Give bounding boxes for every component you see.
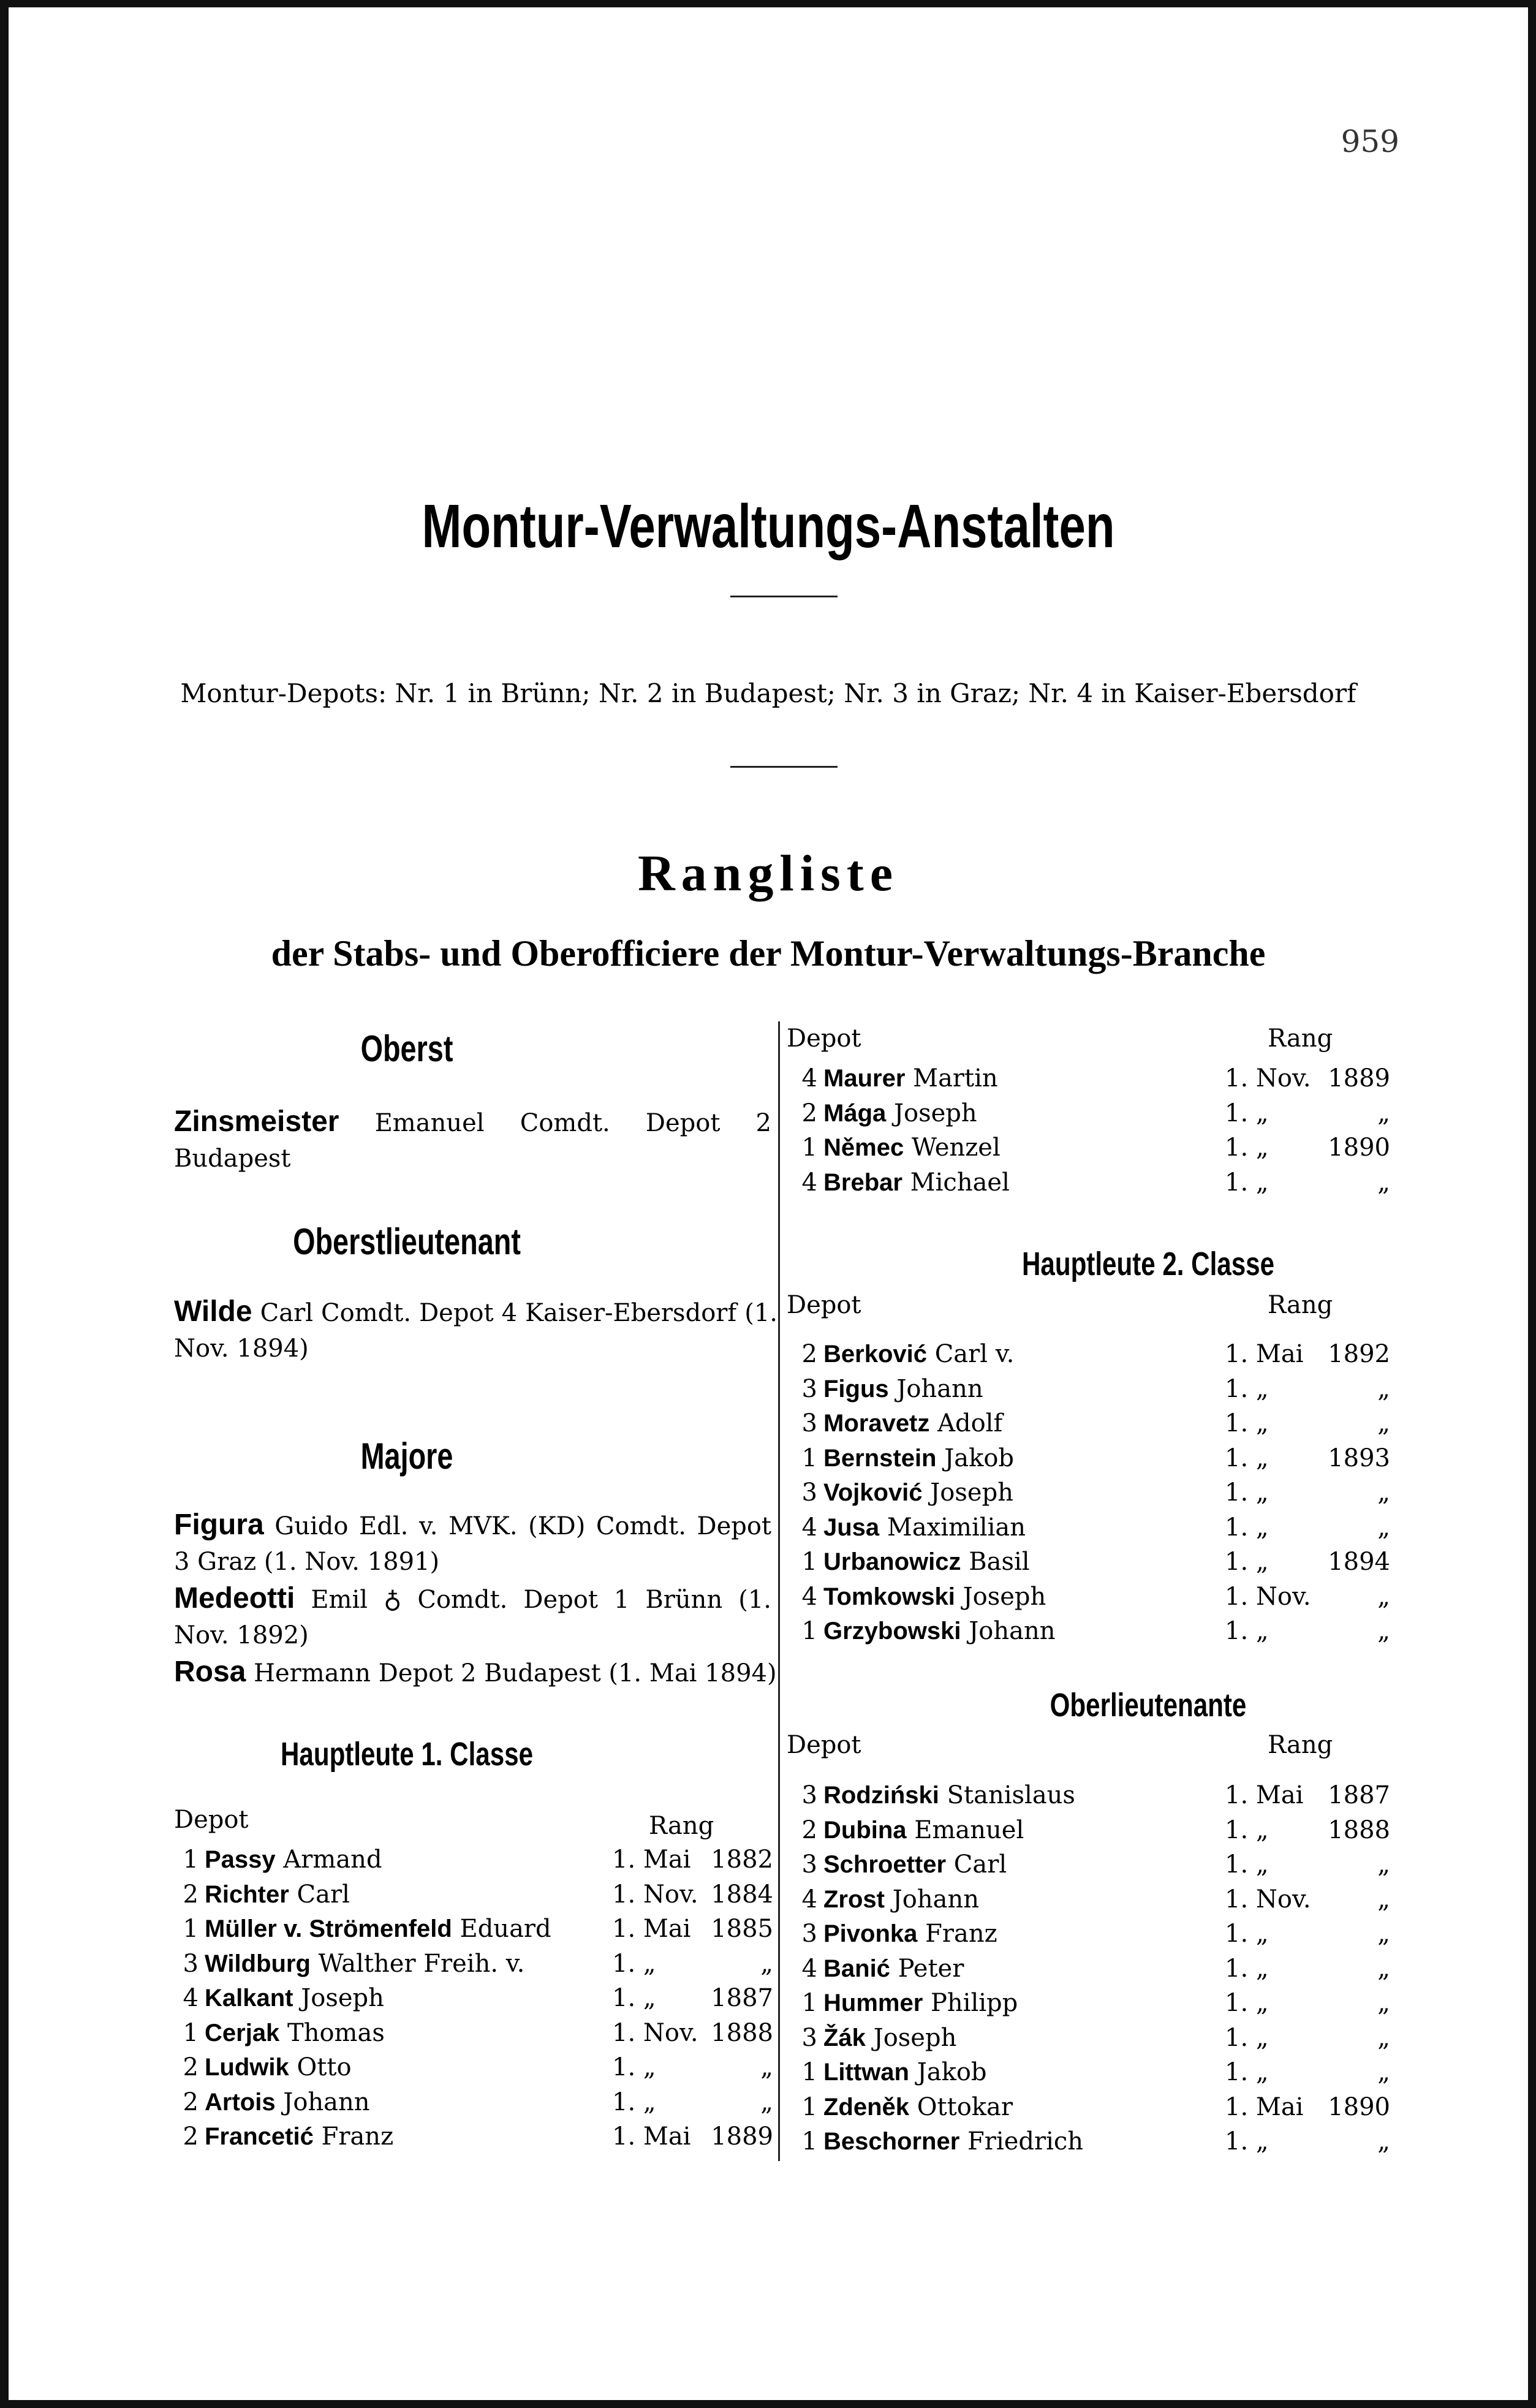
officer-name <box>823 1061 998 1096</box>
rank-date: 1. „ <box>1225 1548 1269 1576</box>
depots-line: Montur-Depots: Nr. 1 in Brünn; Nr. 2 in Budapest; Nr. 3 in Graz; Nr. 4 in Kaiser-Ebersdorf <box>180 678 1356 708</box>
column-header-depot: Depot <box>174 1806 249 1834</box>
rank-year: „ <box>760 2053 773 2081</box>
entry-surname: Zinsmeister <box>174 1105 339 1138</box>
officer-surname: Grzybowski <box>823 1618 961 1645</box>
rank-year: „ <box>1377 1989 1390 2017</box>
major-entry <box>174 1654 777 1691</box>
officer-given-name: Philipp <box>930 1989 1018 2017</box>
depot-number: 2 <box>183 2053 199 2081</box>
page-title: Montur-Verwaltungs-Anstalten <box>422 492 1115 561</box>
officer-name <box>205 2016 385 2050</box>
officer-given-name: Eduard <box>460 1915 551 1943</box>
depot-number: 3 <box>801 1920 817 1948</box>
rank-year: „ <box>1377 1850 1390 1879</box>
officer-given-name: Joseph <box>873 2023 957 2052</box>
officer-given-name: Johann <box>283 2088 370 2116</box>
officer-given-name: Maximilian <box>887 1513 1026 1542</box>
officer-given-name: Peter <box>898 1954 964 1983</box>
list-item <box>793 1917 1390 1951</box>
officer-given-name: Friedrich <box>967 2127 1084 2156</box>
officer-surname: Francetić <box>205 2123 314 2150</box>
officer-given-name: Basil <box>969 1548 1030 1576</box>
rank-date: 1. Mai <box>1225 1781 1304 1809</box>
officer-surname: Berković <box>823 1341 927 1368</box>
officer-given-name: Emanuel <box>914 1815 1024 1844</box>
column-header-depot: Depot <box>787 1731 861 1759</box>
list-item <box>793 1510 1390 1545</box>
rank-year: „ <box>1377 1885 1390 1914</box>
officer-name <box>823 2055 987 2089</box>
list-item <box>793 1096 1390 1130</box>
column-header-rang: Rang <box>649 1812 714 1840</box>
officer-given-name: Carl <box>953 1850 1007 1879</box>
officer-name <box>205 2085 370 2119</box>
rank-date: 1. Nov. <box>1225 1064 1311 1092</box>
rank-date: 1. „ <box>612 2053 656 2081</box>
rank-year: „ <box>1377 1478 1390 1507</box>
officer-surname: Mága <box>823 1099 887 1127</box>
officer-given-name: Carl v. <box>934 1340 1015 1368</box>
officer-given-name: Franz <box>925 1920 997 1948</box>
officer-surname: Maurer <box>823 1065 906 1092</box>
officer-given-name: Adolf <box>937 1409 1003 1437</box>
list-item <box>793 1580 1390 1614</box>
list-item <box>174 2050 773 2084</box>
officer-surname: Vojković <box>823 1479 923 1506</box>
rank-year: 1884 <box>711 1880 773 1909</box>
major-entry <box>174 1581 771 1653</box>
entry-text: Carl Comdt. Depot 4 Kaiser-Ebersdorf (1. Nov. 1894) <box>174 1299 777 1363</box>
officer-name <box>205 1947 524 1981</box>
depot-number: 1 <box>801 1444 817 1472</box>
officer-given-name: Johann <box>892 1885 979 1914</box>
officer-surname: Müller v. Strömenfeld <box>205 1915 452 1942</box>
officer-given-name: Martin <box>913 1064 998 1092</box>
list-item <box>793 1406 1390 1441</box>
depot-number: 2 <box>183 1880 199 1909</box>
rank-date: 1. „ <box>1225 1815 1269 1844</box>
depot-number: 2 <box>801 1815 817 1844</box>
depot-number: 1 <box>183 1915 199 1943</box>
rank-date: 1. „ <box>1225 1478 1269 1507</box>
rank-date: 1. „ <box>1225 1513 1269 1542</box>
officer-given-name: Joseph <box>930 1478 1013 1507</box>
divider <box>730 766 838 768</box>
officer-surname: Banić <box>823 1955 890 1982</box>
rank-date: 1. Nov. <box>1225 1885 1311 1914</box>
rank-year: 1888 <box>711 2018 773 2047</box>
officer-name <box>823 1165 1010 1200</box>
rank-date: 1. „ <box>1225 1134 1269 1162</box>
divider <box>730 596 838 597</box>
officer-surname: Bernstein <box>823 1444 937 1472</box>
rank-date: 1. Mai <box>612 1846 691 1874</box>
depot-number: 1 <box>801 2127 817 2156</box>
officer-given-name: Franz <box>321 2122 394 2151</box>
depot-number: 4 <box>801 1954 817 1983</box>
rank-year: „ <box>1377 1099 1390 1127</box>
rank-year: „ <box>760 1949 773 1978</box>
officer-name <box>205 1842 382 1877</box>
officer-name <box>823 1614 1055 1648</box>
officer-name <box>823 1510 1026 1545</box>
officer-given-name: Stanislaus <box>947 1781 1075 1809</box>
list-item <box>793 1813 1390 1847</box>
officer-given-name: Thomas <box>287 2018 385 2047</box>
depot-number: 1 <box>801 2092 817 2121</box>
rank-year: 1889 <box>1328 1064 1390 1092</box>
list-item <box>174 2119 773 2154</box>
officer-name <box>823 1441 1014 1475</box>
column-header-depot: Depot <box>787 1024 861 1053</box>
officer-surname: Richter <box>205 1880 289 1908</box>
depot-number: 3 <box>801 2023 817 2052</box>
officer-name <box>205 1877 350 1912</box>
rank-date: 1. „ <box>1225 2023 1269 2052</box>
rank-year: „ <box>1377 1954 1390 1983</box>
list-item <box>174 1842 773 1877</box>
rank-date: 1. „ <box>1225 1444 1269 1472</box>
list-item <box>793 1545 1390 1579</box>
officer-surname: Urbanowicz <box>823 1548 961 1575</box>
depot-number: 2 <box>183 2122 199 2151</box>
officer-surname: Schroetter <box>823 1851 947 1878</box>
rank-year: „ <box>760 2088 773 2116</box>
list-item <box>793 1952 1390 1986</box>
depot-number: 4 <box>801 1064 817 1092</box>
rank-year: „ <box>1377 1409 1390 1437</box>
officer-name <box>205 2050 352 2084</box>
officer-surname: Pivonka <box>823 1920 918 1947</box>
list-item <box>793 2090 1390 2124</box>
rank-date: 1. Mai <box>612 2122 691 2151</box>
depot-number: 2 <box>183 2088 199 2116</box>
entry-surname: Medeotti <box>174 1582 295 1615</box>
rank-date: 1. „ <box>1225 1374 1269 1403</box>
rank-year: 1889 <box>711 2122 773 2151</box>
list-item <box>174 1981 773 2015</box>
officer-given-name: Johann <box>969 1617 1056 1645</box>
list-item <box>793 1882 1390 1917</box>
rank-date: 1. „ <box>612 1949 656 1978</box>
officer-surname: Moravetz <box>823 1410 930 1437</box>
rank-year: 1890 <box>1328 1134 1390 1162</box>
rangliste-heading: Rangliste <box>638 845 899 902</box>
rank-year: „ <box>1377 1920 1390 1948</box>
oberst-entry <box>174 1104 771 1176</box>
officer-surname: Passy <box>205 1846 276 1873</box>
major-entry <box>174 1507 771 1580</box>
rank-date: 1. Mai <box>1225 2092 1304 2121</box>
section-heading-oberst: Oberst <box>360 1028 453 1069</box>
officer-surname: Cerjak <box>205 2019 280 2046</box>
section-heading-hauptleute-1: Hauptleute 1. Classe <box>281 1736 533 1773</box>
officer-given-name: Walther Freih. v. <box>318 1949 525 1978</box>
rank-date: 1. „ <box>1225 1409 1269 1437</box>
depot-number: 4 <box>801 1582 817 1611</box>
list-item <box>174 2085 773 2119</box>
list-item <box>793 1165 1390 1200</box>
depot-number: 3 <box>801 1781 817 1809</box>
depot-number: 1 <box>801 1548 817 1576</box>
depot-number: 1 <box>183 1846 199 1874</box>
column-header-depot: Depot <box>787 1291 861 1319</box>
officer-name <box>823 1372 983 1406</box>
column-divider <box>778 1021 780 2161</box>
officer-name <box>823 1813 1024 1847</box>
list-item <box>793 1986 1390 2020</box>
depot-number: 1 <box>801 2058 817 2086</box>
officer-name <box>823 1882 979 1917</box>
officer-name <box>823 1580 1046 1614</box>
officer-surname: Kalkant <box>205 1985 293 2012</box>
officer-name <box>823 1475 1013 1510</box>
officer-given-name: Jakob <box>944 1444 1015 1472</box>
rank-year: 1892 <box>1328 1340 1390 1368</box>
officer-given-name: Armand <box>283 1846 382 1874</box>
officer-given-name: Joseph <box>893 1099 977 1127</box>
rank-year: „ <box>1377 1513 1390 1542</box>
section-heading-hauptleute-2: Hauptleute 2. Classe <box>1022 1246 1274 1282</box>
rank-year: „ <box>1377 1168 1390 1197</box>
depot-number: 4 <box>801 1885 817 1914</box>
officer-given-name: Jakob <box>917 2058 987 2086</box>
officer-surname: Žák <box>823 2024 866 2051</box>
list-item <box>793 1614 1390 1648</box>
rank-date: 1. Nov. <box>1225 1582 1311 1611</box>
rank-date: 1. „ <box>612 1984 656 2012</box>
section-heading-oberstlieutenant: Oberstlieutenant <box>293 1221 521 1262</box>
officer-surname: Němec <box>823 1134 904 1161</box>
officer-surname: Ludwik <box>205 2054 289 2081</box>
list-item <box>174 1947 773 1981</box>
officer-surname: Dubina <box>823 1816 907 1844</box>
rank-year: „ <box>1377 1617 1390 1645</box>
officer-name <box>823 1778 1075 1812</box>
depot-number: 2 <box>801 1340 817 1368</box>
officer-surname: Tomkowski <box>823 1583 955 1610</box>
officer-given-name: Michael <box>910 1168 1010 1197</box>
rank-year: 1888 <box>1328 1815 1390 1844</box>
list-item <box>793 1061 1390 1096</box>
officer-given-name: Ottokar <box>917 2092 1013 2121</box>
depot-number: 1 <box>801 1989 817 2017</box>
list-item <box>793 2055 1390 2089</box>
officer-name <box>823 2124 1083 2159</box>
entry-surname: Figura <box>174 1509 264 1541</box>
officer-given-name: Wenzel <box>911 1134 1001 1162</box>
depot-number: 4 <box>183 1984 199 2012</box>
list-item <box>174 1877 773 1912</box>
officer-name <box>823 1986 1018 2020</box>
officer-name <box>205 2119 393 2154</box>
officer-name <box>823 1952 964 1986</box>
list-item <box>174 2016 773 2050</box>
rank-date: 1. „ <box>1225 1954 1269 1983</box>
rank-year: 1893 <box>1328 1444 1390 1472</box>
officer-given-name: Carl <box>297 1880 350 1909</box>
rank-date: 1. „ <box>1225 1617 1269 1645</box>
officer-surname: Rodziński <box>823 1782 939 1809</box>
officer-surname: Jusa <box>823 1513 880 1541</box>
rank-year: 1894 <box>1328 1548 1390 1576</box>
section-heading-oberlieutenante: Oberlieutenante <box>1050 1687 1247 1724</box>
depot-number: 4 <box>801 1168 817 1197</box>
rank-year: 1885 <box>711 1915 773 1943</box>
list-item <box>793 1475 1390 1510</box>
depot-number: 2 <box>801 1099 817 1127</box>
rank-year: 1890 <box>1328 2092 1390 2121</box>
officer-surname: Beschorner <box>823 2128 960 2155</box>
rank-year: „ <box>1377 2058 1390 2086</box>
officer-name <box>823 1917 997 1951</box>
officer-given-name: Johann <box>896 1374 983 1403</box>
officer-surname: Wildburg <box>205 1950 311 1977</box>
entry-text: Hermann Depot 2 Budapest (1. Mai 1894) <box>254 1659 777 1687</box>
entry-text: Emil ♁ Comdt. Depot 1 Brünn (1. Nov. 1892) <box>174 1586 771 1649</box>
depot-number: 4 <box>801 1513 817 1542</box>
officer-name <box>823 1130 1001 1165</box>
entry-text: Guido Edl. v. MVK. (KD) Comdt. Depot 3 Graz (1. Nov. 1891) <box>174 1512 771 1576</box>
officer-name <box>823 1545 1030 1579</box>
officer-name <box>823 1847 1007 1882</box>
officer-surname: Zrost <box>823 1885 885 1913</box>
officer-name <box>823 2090 1013 2124</box>
officer-given-name: Joseph <box>301 1984 384 2012</box>
oberstlieutenant-entry <box>174 1294 777 1366</box>
rank-date: 1. Mai <box>1225 1340 1304 1368</box>
entry-surname: Wilde <box>174 1295 252 1328</box>
rank-date: 1. „ <box>1225 1989 1269 2017</box>
column-header-rang: Rang <box>1268 1731 1333 1759</box>
document-page <box>9 7 1528 2400</box>
list-item <box>793 1337 1390 1371</box>
officer-surname: Brebar <box>823 1168 902 1196</box>
depot-number: 3 <box>801 1850 817 1879</box>
rank-date: 1. Nov. <box>612 1880 698 1909</box>
depot-number: 1 <box>801 1134 817 1162</box>
officer-name <box>823 2021 956 2055</box>
depot-number: 3 <box>801 1374 817 1403</box>
rank-date: 1. „ <box>1225 1099 1269 1127</box>
officer-surname: Zdeněk <box>823 2093 910 2121</box>
depot-number: 1 <box>801 1617 817 1645</box>
depot-number: 3 <box>801 1478 817 1507</box>
section-heading-majore: Majore <box>360 1436 453 1477</box>
officer-given-name: Joseph <box>963 1582 1046 1611</box>
officer-name <box>823 1406 1002 1441</box>
entry-text: Emanuel Comdt. Depot 2 Budapest <box>174 1109 771 1173</box>
list-item <box>793 1778 1390 1812</box>
officer-given-name: Otto <box>297 2053 352 2081</box>
rank-year: „ <box>1377 2127 1390 2156</box>
page-number: 959 <box>1341 124 1399 159</box>
rank-date: 1. Nov. <box>612 2018 698 2047</box>
entry-surname: Rosa <box>174 1656 246 1688</box>
rank-date: 1. „ <box>1225 2058 1269 2086</box>
officer-surname: Hummer <box>823 1990 923 2016</box>
officer-surname: Figus <box>823 1375 889 1403</box>
list-item <box>793 1130 1390 1165</box>
rank-year: 1882 <box>711 1846 773 1874</box>
list-item <box>793 2021 1390 2055</box>
depot-number: 3 <box>801 1409 817 1437</box>
officer-surname: Artois <box>205 2088 276 2116</box>
officer-name <box>823 1096 977 1130</box>
rangliste-subtitle: der Stabs- und Oberofficiere der Montur-Verwaltungs-Branche <box>271 933 1266 974</box>
rank-year: 1887 <box>711 1984 773 2012</box>
rank-date: 1. „ <box>612 2088 656 2116</box>
officer-name <box>205 1981 384 2015</box>
rank-date: 1. „ <box>1225 1920 1269 1948</box>
list-item <box>793 1372 1390 1406</box>
rank-year: 1887 <box>1328 1781 1390 1809</box>
officer-name <box>823 1337 1014 1371</box>
rank-year: „ <box>1377 2023 1390 2052</box>
column-header-rang: Rang <box>1268 1291 1333 1319</box>
rank-date: 1. „ <box>1225 1168 1269 1197</box>
rank-date: 1. „ <box>1225 1850 1269 1879</box>
officer-name <box>205 1912 551 1946</box>
rank-year: „ <box>1377 1374 1390 1403</box>
list-item <box>793 2124 1390 2159</box>
list-item <box>793 1441 1390 1475</box>
list-item <box>793 1847 1390 1882</box>
depot-number: 1 <box>183 2018 199 2047</box>
column-header-rang: Rang <box>1268 1024 1333 1053</box>
officer-surname: Littwan <box>823 2059 909 2086</box>
rank-date: 1. Mai <box>612 1915 691 1943</box>
rank-year: „ <box>1377 1582 1390 1611</box>
list-item <box>174 1912 773 1946</box>
depot-number: 3 <box>183 1949 199 1978</box>
rank-date: 1. „ <box>1225 2127 1269 2156</box>
